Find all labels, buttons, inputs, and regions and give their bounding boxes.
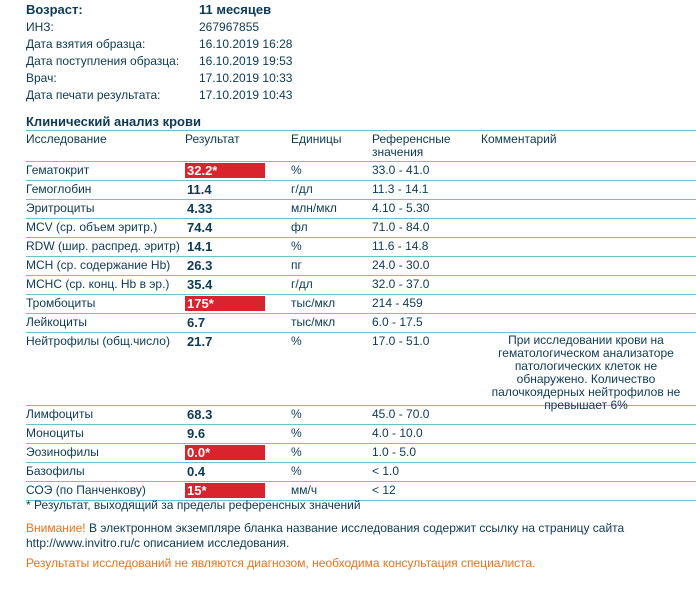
reference-range: 6.0 - 17.5 [372, 315, 423, 329]
print-date-label: Дата печати результата: [26, 88, 161, 102]
comment: При исследовании крови на гематологическом анализаторе патологических клеток не обнаружено. Количество палочкоядерных нейтрофилов не превышает 6% [491, 333, 681, 412]
result-value: 74.4 [187, 220, 213, 235]
reference-range: 71.0 - 84.0 [372, 220, 430, 234]
units: г/дл [291, 277, 313, 291]
units: % [291, 163, 302, 177]
units: млн/мкл [291, 201, 337, 215]
age-value: 11 месяцев [199, 2, 272, 17]
result-value: 32.2* [185, 163, 265, 178]
inz-label: ИНЗ: [26, 20, 54, 34]
test-name: MCV (ср. объем эритр.) [26, 220, 158, 234]
doctor-label: Врач: [26, 71, 57, 85]
sample-taken-label: Дата взятия образца: [26, 37, 146, 51]
warning-word: Внимание! [26, 521, 86, 535]
test-name: Лимфоциты [26, 407, 94, 421]
result-value: 68.3 [187, 407, 213, 422]
result-value: 9.6 [187, 426, 206, 441]
test-name: MCH (ср. содержание Hb) [26, 258, 171, 272]
doctor-value: 17.10.2019 10:33 [199, 71, 293, 85]
table-body [26, 162, 696, 501]
reference-range: 11.3 - 14.1 [372, 182, 429, 196]
units: % [291, 239, 302, 253]
table-row [26, 276, 696, 295]
test-name: Моноциты [26, 426, 84, 440]
test-name: MCHC (ср. конц. Hb в эр.) [26, 277, 170, 291]
result-value: 15* [185, 483, 265, 498]
result-value: 0.4 [187, 464, 206, 479]
result-value: 175* [185, 296, 265, 311]
reference-range: 11.6 - 14.8 [372, 239, 429, 253]
units: г/дл [291, 182, 313, 196]
header-units: Единицы [291, 132, 342, 146]
reference-range: 32.0 - 37.0 [372, 277, 430, 291]
table-row [26, 219, 696, 238]
table-row [26, 333, 696, 412]
table-row [26, 314, 696, 333]
table-row [26, 257, 696, 276]
table-header [26, 130, 696, 162]
result-value: 21.7 [187, 334, 213, 349]
units: тыс/мкл [291, 315, 336, 329]
units: % [291, 426, 302, 440]
result-value: 11.4 [187, 182, 212, 197]
test-name: Гематокрит [26, 163, 90, 177]
test-name: Гемоглобин [26, 182, 92, 196]
test-name: RDW (шир. распред. эритр) [26, 239, 180, 253]
warning-note [26, 521, 686, 551]
table-row [26, 238, 696, 257]
table-row [26, 162, 696, 181]
reference-range: 214 - 459 [372, 296, 423, 310]
table-row [26, 181, 696, 200]
table-row [26, 295, 696, 314]
reference-range: < 1.0 [372, 464, 400, 478]
footnote: * Результат, выходящий за пределы референсных значений [26, 498, 361, 512]
units: % [291, 464, 302, 478]
header-reference: Референсные значения [372, 132, 451, 159]
reference-range: 33.0 - 41.0 [372, 163, 430, 177]
result-value: 35.4 [187, 277, 213, 292]
results-table [26, 130, 696, 501]
disclaimer: Результаты исследований не являются диагнозом, необходима консультация специалиста. [26, 556, 536, 570]
table-row [26, 200, 696, 219]
reference-range: 4.10 - 5.30 [372, 201, 430, 215]
print-date-value: 17.10.2019 10:43 [199, 88, 293, 102]
units: % [291, 407, 302, 421]
units: фл [291, 220, 308, 234]
units: % [291, 334, 302, 348]
reference-range: 1.0 - 5.0 [372, 445, 417, 459]
sample-received-label: Дата поступления образца: [26, 54, 180, 68]
header-result: Результат [185, 132, 240, 146]
units: % [291, 445, 302, 459]
table-row [26, 463, 696, 482]
units: пг [291, 258, 302, 272]
age-label: Возраст: [26, 2, 83, 17]
test-name: Базофилы [26, 464, 85, 478]
test-name: Тромбоциты [26, 296, 96, 310]
result-value: 0.0* [185, 445, 265, 460]
table-row [26, 425, 696, 444]
units: тыс/мкл [291, 296, 336, 310]
result-value: 14.1 [187, 239, 213, 254]
section-title: Клинический анализ крови [26, 114, 201, 129]
table-row [26, 444, 696, 463]
reference-range: 45.0 - 70.0 [372, 407, 430, 421]
reference-range: 4.0 - 10.0 [372, 426, 423, 440]
test-name: Эозинофилы [26, 445, 99, 459]
test-name: СОЭ (по Панченкову) [26, 483, 146, 497]
result-value: 6.7 [187, 315, 206, 330]
inz-value: 267967855 [199, 20, 260, 34]
reference-range: 17.0 - 51.0 [372, 334, 430, 348]
sample-received-value: 16.10.2019 19:53 [199, 54, 293, 68]
test-name: Эритроциты [26, 201, 95, 215]
header-comment: Комментарий [481, 132, 557, 146]
warning-text: В электронном экземпляре бланка название исследования содержит ссылку на страницу сайта http://www.invitro.ru/с описанием исследования. [26, 521, 625, 550]
table-row [26, 406, 696, 425]
result-value: 26.3 [187, 258, 213, 273]
reference-range: < 12 [372, 483, 396, 497]
result-value: 4.33 [187, 201, 213, 216]
header-name: Исследование [26, 132, 107, 146]
sample-taken-value: 16.10.2019 16:28 [199, 37, 293, 51]
units: мм/ч [291, 483, 318, 497]
test-name: Лейкоциты [26, 315, 88, 329]
reference-range: 24.0 - 30.0 [372, 258, 430, 272]
test-name: Нейтрофилы (общ.число) [26, 334, 170, 348]
